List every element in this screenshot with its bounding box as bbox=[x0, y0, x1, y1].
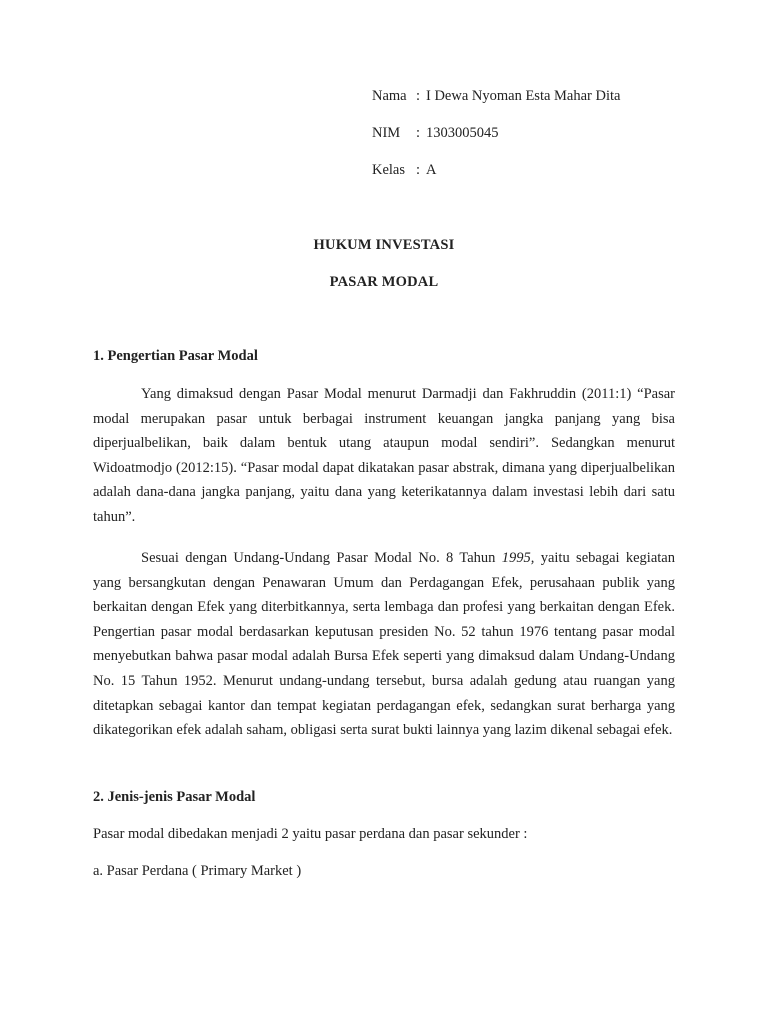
document-subtitle: PASAR MODAL bbox=[329, 274, 439, 290]
student-nim-row bbox=[372, 123, 499, 143]
nim-label: NIM bbox=[372, 125, 401, 141]
paragraph-2-year: 1995, bbox=[501, 550, 535, 566]
section-2-item-a: a. Pasar Perdana ( Primary Market ) bbox=[93, 863, 302, 879]
section-2-intro: Pasar modal dibedakan menjadi 2 yaitu pasar perdana dan pasar sekunder : bbox=[93, 826, 528, 842]
section-2-heading: 2. Jenis-jenis Pasar Modal bbox=[93, 789, 256, 805]
section-1-paragraph-2 bbox=[93, 546, 675, 743]
nim-separator: : bbox=[416, 125, 421, 141]
student-name-row bbox=[372, 86, 620, 106]
document-title: HUKUM INVESTASI bbox=[313, 237, 455, 253]
class-separator: : bbox=[416, 162, 421, 178]
section-1-paragraph-1: Yang dimaksud dengan Pasar Modal menurut Darmadji dan Fakhruddin (2011:1) “Pasar modal merupakan pasar untuk berbagai instrument keuangan jangka panjang yang bisa diperjualbelikan, baik dalam bentuk utang ataupun modal sendiri”. Sedangkan menurut Widoatmodjo (2012:15). “Pasar modal dapat dikatakan pasar abstrak, dimana yang diperjualbelikan adalah dana-dana jangka panjang, yaitu dana yang keterikatannya dalam investasi lebih dari satu tahun”. bbox=[93, 386, 675, 525]
class-label: Kelas bbox=[372, 162, 406, 178]
name-value: I Dewa Nyoman Esta Mahar Dita bbox=[426, 88, 621, 104]
name-separator: : bbox=[416, 88, 421, 104]
paragraph-2-body: yaitu sebagai kegiatan yang bersangkutan dengan Penawaran Umum dan Perdagangan Efek, perusahaan publik yang berkaitan dengan Efek yang diterbitkannya, serta lembaga dan profesi yang berkaitan dengan Efek. Pengertian pasar modal berdasarkan keputusan presiden No. 52 tahun 1976 tentang pasar modal menyebutkan bahwa pasar modal adalah Bursa Efek seperti yang dimaksud dalam Undang-Undang No. 15 Tahun 1952. Menurut undang-undang tersebut, bursa adalah gedung atau ruangan yang ditetapkan sebagai kantor dan tempat kegiatan perdagangan efek, sedangkan surat berharga yang dikategorikan efek adalah saham, obligasi serta surat bukti lainnya yang lazim dikenal sebagai efek. bbox=[93, 550, 675, 739]
class-value: A bbox=[426, 162, 437, 178]
name-label: Nama bbox=[372, 88, 407, 104]
nim-value: 1303005045 bbox=[426, 125, 499, 141]
paragraph-2-lead: Sesuai dengan Undang-Undang Pasar Modal No. 8 Tahun bbox=[141, 550, 502, 566]
student-class-row bbox=[372, 160, 436, 180]
section-1-heading: 1. Pengertian Pasar Modal bbox=[93, 348, 258, 364]
